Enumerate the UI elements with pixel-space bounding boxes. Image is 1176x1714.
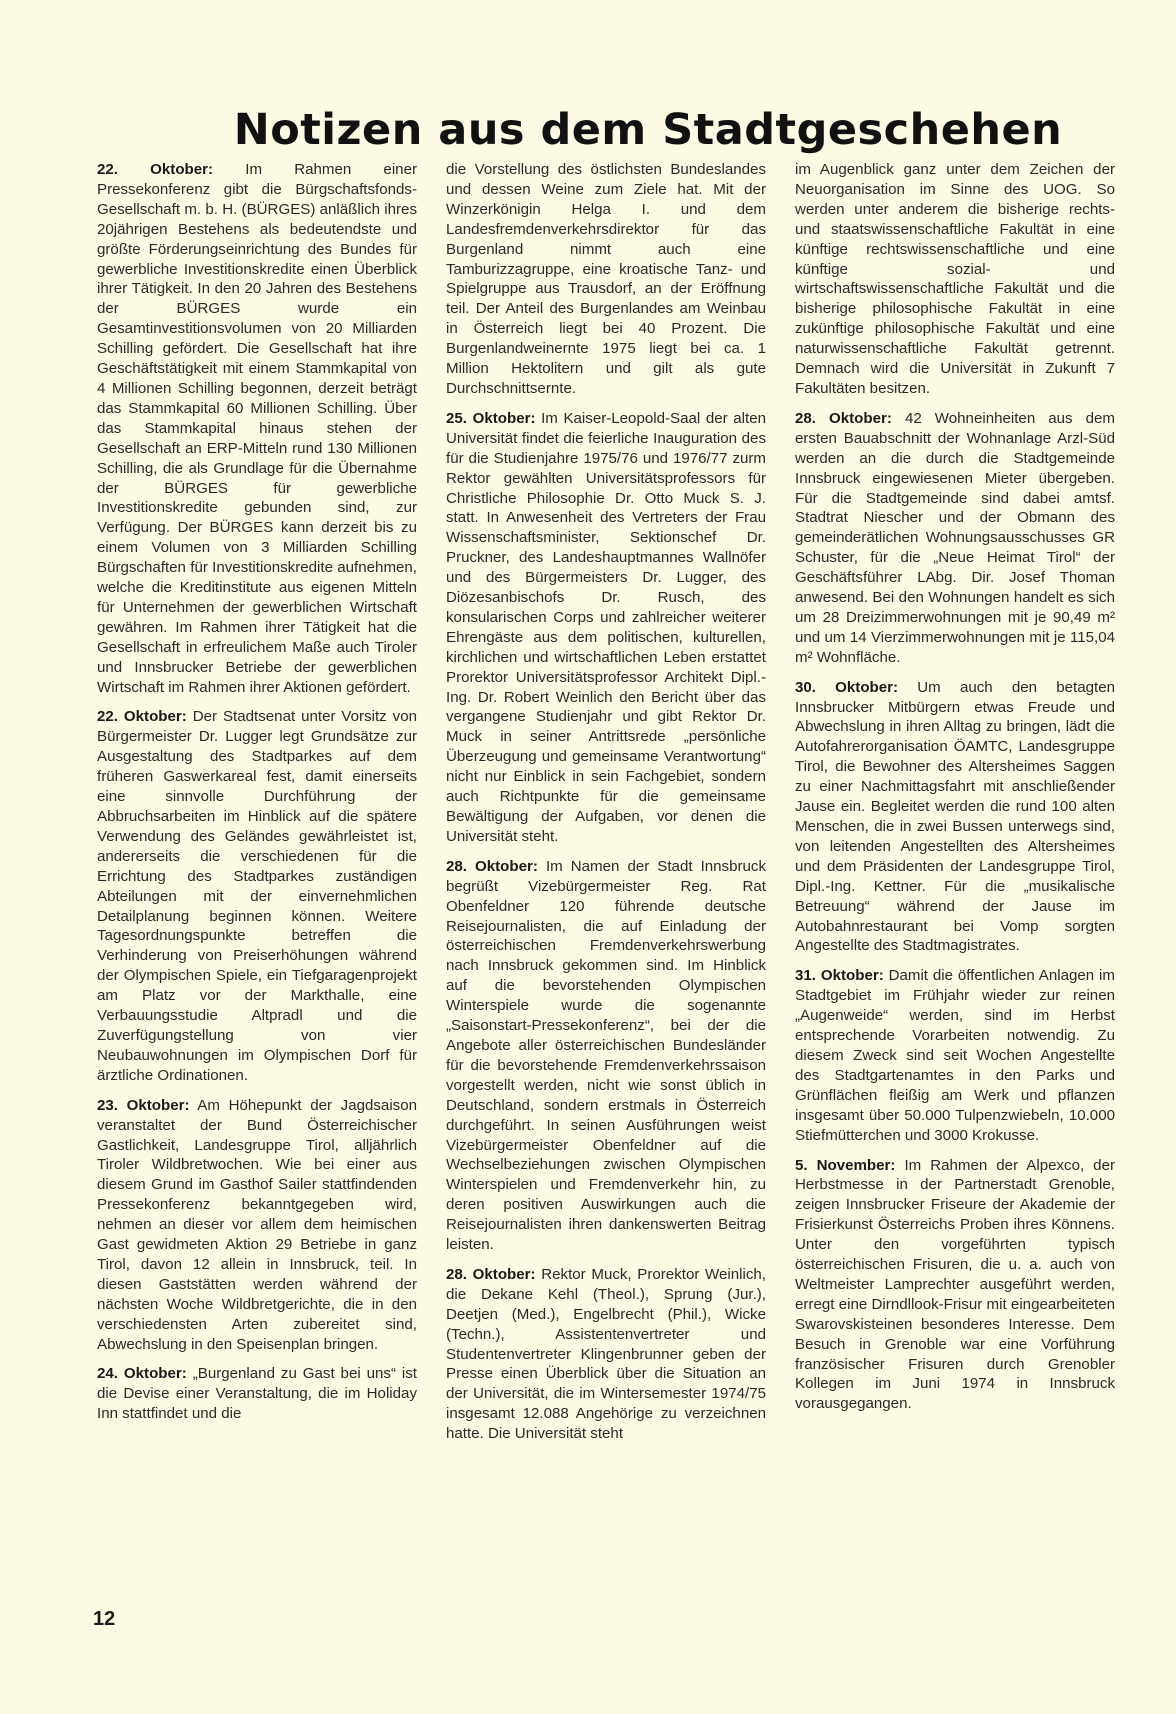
news-entry	[446, 409, 766, 847]
entry-text: 42 Wohneinheiten aus dem ersten Bauabschnitt der Wohnanlage Arzl-Süd werden an die durch die Stadtgemeinde Innsbruck eingewiesenen Mieter übergeben. Für die Stadtgemeinde sind dabei amtsf. Stadtrat Niescher und der Obmann des gemeinderätlichen Wohnungsausschusses GR Schuster, für die „Neue Heimat Tirol“ der Geschäftsführer LAbg. Dir. Josef Thoman anwesend. Bei den Wohnungen handelt es sich um 28 Dreizimmerwohnungen mit je 90,49 m² und um 14 Vierzimmerwohnungen mit je 115,04 m² Wohnfläche.	[795, 409, 1115, 666]
column-2	[446, 160, 766, 1454]
column-3	[795, 160, 1115, 1424]
news-entry	[795, 966, 1115, 1145]
column-1	[97, 160, 417, 1434]
entry-text: Am Höhepunkt der Jagdsaison veranstaltet der Bund Österreichischer Gastlichkeit, Landesgruppe Tirol, alljährlich Tiroler Wildbretwochen. Wie bei einer aus diesem Grund im Gasthof Sailer stattfindenden Pressekonferenz bekanntgegeben wird, nehmen an dieser vor allem dem heimischen Gast gewidmeten Aktion 29 Betriebe in ganz Tirol, davon 12 allein in Innsbruck, teil. In diesen Gaststätten werden während der nächsten Woche Wildbretgerichte, die in den verschiedensten Arten zubereitet sind, Abwechslung in den Speisenplan bringen.	[97, 1096, 418, 1353]
entry-text: Im Rahmen der Alpexco, der Herbstmesse in der Partnerstadt Grenoble, zeigen Innsbrucker Friseure der Akademie der Frisierkunst Österreichs Proben ihres Könnens. Unter den vorgeführten typisch österreichischen Frisuren, die u. a. auch von Weltmeister Lamprechter ausgeführt werden, erregt eine Dirndllook-Frisur mit eingearbeiteten Swarovskisteinen besonderes Interesse. Dem Besuch in Grenoble war eine Vorführung französischer Frisuren durch Grenobler Kollegen im Juni 1974 in Innsbruck vorausgegangen.	[795, 1156, 1115, 1413]
entry-text: Um auch den betagten Innsbrucker Mitbürgern etwas Freude und Abwechslung in ihren Alltag zu bringen, lädt die Autofahrerorganisation ÖAMTC, Landesgruppe Tirol, die Bewohner des Altersheimes Saggen zu einer Nachmittagsfahrt mit anschließender Jause ein. Begleitet werden die rund 100 alten Menschen, die in zwei Bussen unterwegs sind, von leitenden Angestellten des Altersheimes und dem Präsidenten der Landesgruppe Tirol, Dipl.-Ing. Kettner. Für die „musikalische Betreuung“ während der Jause im Autobahnrestaurant bei Vomp sorgten Angestellte des Stadtmagistrates.	[795, 678, 1115, 955]
entry-date: 28. Oktober:	[446, 1265, 536, 1283]
entry-date: 25. Oktober:	[446, 409, 536, 427]
entry-date: 22. Oktober:	[97, 161, 214, 178]
news-entry	[97, 707, 417, 1085]
entry-text: Im Rahmen einer Pressekonferenz gibt die Bürgschaftsfonds-Gesellschaft m. b. H. (BÜRGES) anläßlich ihres 20jährigen Bestehens als bedeutendste und größte Förderungseinrichtung des Bundes für gewerbliche Investitionskredite einen Überblick ihrer Tätigkeit. In den 20 Jahren des Bestehens der BÜRGES wurde ein Gesamtinvestitionsvolumen von 20 Milliarden Schilling gefördert. Die Gesellschaft hat ihre Geschäftstätigkeit mit einem Stammkapital von 4 Millionen Schilling begonnen, derzeit beträgt das Stammkapital 60 Millionen Schilling. Über das Stammkapital hinaus stehen der Gesellschaft an ERP-Mitteln rund 130 Millionen Schilling, die als Grundlage für die Übernahme der BÜRGES für gewerbliche Investitionskredite gebunden sind, zur Verfügung. Der BÜRGES kann derzeit bis zu einem Volumen von 3 Milliarden Schilling Bürgschaften für Investitionskredite aufnehmen, welche die Kreditinstitute aus eigenen Mitteln für Unternehmen der gewerblichen Wirtschaft gewähren. Im Rahmen ihrer Tätigkeit hat die Gesellschaft in erfreulichem Maße auch Tiroler und Innsbrucker Betriebe der gewerblichen Wirtschaft im Rahmen ihrer Aktionen gefördert.	[97, 161, 417, 696]
entry-date: 30. Oktober:	[795, 678, 899, 696]
entry-date: 24. Oktober:	[97, 1365, 187, 1383]
news-entry-continued	[446, 160, 766, 399]
entry-text: die Vorstellung des östlichsten Bundeslandes und dessen Weine zum Ziele hat. Mit der Winzerkönigin Helga I. und dem Landesfremdenverkehrsdirektor für das Burgenland nimmt auch eine Tamburizzagruppe, eine kroatische Tanz- und Spielgruppe aus Trausdorf, an der Eröffnung teil. Der Anteil des Burgenlandes am Weinbau in Österreich liegt bei 40 Prozent. Die Burgenlandweinernte 1975 liegt bei ca. 1 Million Hektolitern und gilt als gute Durchschnittsernte.	[446, 161, 766, 397]
entry-text: Im Kaiser-Leopold-Saal der alten Universität findet die feierliche Inauguration des für die Studienjahre 1975/76 und 1976/77 zurm Rektor gewählten Universitätsprofessors für Christliche Philosophie Dr. Otto Muck S. J. statt. In Anwesenheit des Vertreters der Frau Wissenschaftsminister, Sektionschef Dr. Pruckner, des Landeshauptmannes Wallnöfer und des Bürgermeisters Dr. Lugger, des Diözesanbischofs Dr. Rusch, des konsularischen Corps und zahlreicher weiterer Ehrengäste aus dem politischen, kulturellen, kirchlichen und wirtschaftlichen Leben erstattet Prorektor Universitätsprofessor Architekt Dipl.-Ing. Dr. Robert Weinlich den Bericht über das vergangene Studienjahr und gibt Rektor Dr. Muck in seiner Antrittsrede „persönliche Überzeugung und gemeinsame Verantwortung“ nicht nur Einblick in sein Fachgebiet, sondern auch Richtpunkte für die gemeinsame Bewältigung der Aufgaben, vor denen die Universität steht.	[446, 409, 766, 845]
news-entry	[97, 1096, 417, 1355]
entry-text: im Augenblick ganz unter dem Zeichen der Neuorganisation im Sinne des UOG. So werden unter anderem die bisherige rechts- und staatswissenschaftliche Fakultät in eine künftige rechtswissenschaftliche und eine künftige sozial- und wirtschaftswissenschaftliche Fakultät und die bisherige philosophische Fakultät in eine zukünftige philosophische Fakultät und eine naturwissenschaftliche Fakultät getrennt. Demnach wird die Universität in Zukunft 7 Fakultäten besitzen.	[795, 161, 1115, 397]
entry-date: 31. Oktober:	[795, 967, 884, 985]
news-entry	[795, 1156, 1115, 1415]
entry-text: Damit die öffentlichen Anlagen im Stadtgebiet im Frühjahr wieder zur reinen „Augenweide“ werden, sind im Herbst entsprechende Vorarbeiten notwendig. Zu diesem Zweck sind seit Wochen Angestellte des Stadtgartenamtes in den Parks und Grünflächen fleißig am Werk und pflanzen insgesamt über 50.000 Tulpenzwiebeln, 10.000 Stiefmütterchen und 3000 Krokusse.	[795, 967, 1115, 1144]
news-entry	[446, 857, 766, 1255]
entry-date: 28. Oktober:	[795, 409, 892, 427]
news-entry-continued	[795, 160, 1115, 399]
entry-text: Der Stadtsenat unter Vorsitz von Bürgermeister Dr. Lugger legt Grundsätze zur Ausgestaltung des Stadtparkes auf dem früheren Gaswerkareal fest, damit einerseits eine sinnvolle Durchführung der Abbruchsarbeiten im Hinblick auf die spätere Verwendung des Geländes gewährleistet ist, andererseits die verschiedenen für die Errichtung des Stadtparkes zuständigen Abteilungen mit der einvernehmlichen Detailplanung beginnen können. Weitere Tagesordnungspunkte betreffen die Verhinderung von Preiserhöhungen während der Olympischen Spiele, ein Tiefgaragenprojekt am Platz vor der Markthalle, eine Verbauungsstudie Altpradl und die Zuverfügungstellung von vier Neubauwohnungen im Olympischen Dorf für ärztliche Ordinationen.	[97, 708, 417, 1084]
entry-text: Rektor Muck, Prorektor Weinlich, die Dekane Kehl (Theol.), Sprung (Jur.), Deetjen (Med.), Engelbrecht (Phil.), Wicke (Techn.), Assistentenvertreter und Studentenvertreter Klingenbrunner geben der Presse einen Überblick über die Situation an der Universität, die im Wintersemester 1974/75 insgesamt 12.088 Angehörige zu verzeichnen hatte. Die Universität steht	[446, 1265, 766, 1443]
entry-date: 23. Oktober:	[97, 1096, 190, 1114]
news-entry	[97, 160, 417, 697]
page-title: Notizen aus dem Stadtgeschehen	[233, 104, 1063, 155]
entry-date: 22. Oktober:	[97, 708, 187, 726]
news-entry	[795, 409, 1115, 668]
entry-date: 28. Oktober:	[446, 857, 538, 875]
news-entry	[795, 678, 1115, 957]
entry-text: Im Namen der Stadt Innsbruck begrüßt Vizebürgermeister Reg. Rat Obenfeldner 120 führende deutsche Reisejournalisten, die auf Einladung der österreichischen Fremdenverkehrswerbung nach Innsbruck gekommen sind. Im Hinblick auf die bevorstehenden Olympischen Winterspiele wurde die sogenannte „Saisonstart-Pressekonferenz“, bei der die Angebote aller österreichischen Bundesländer für die bevorstehende Fremdenverkehrssaison vorgestellt werden, nicht wie sonst üblich in Deutschland, sondern erstmals in Österreich durchgeführt. In seinen Ausführungen weist Vizebürgermeister Obenfeldner auf die Wechselbeziehungen zwischen Olympischen Winterspielen und Fremdenverkehr hin, zu deren positiven Auswirkungen auch die Reisejournalisten ihren dankenswerten Beitrag leisten.	[446, 857, 767, 1254]
page-number: 12	[93, 1608, 116, 1630]
news-entry	[97, 1364, 417, 1424]
entry-text: „Burgenland zu Gast bei uns“ ist die Devise einer Veranstaltung, die im Holiday Inn stattfindet und die	[97, 1365, 418, 1423]
entry-date: 5. November:	[795, 1156, 896, 1174]
news-entry	[446, 1265, 766, 1444]
